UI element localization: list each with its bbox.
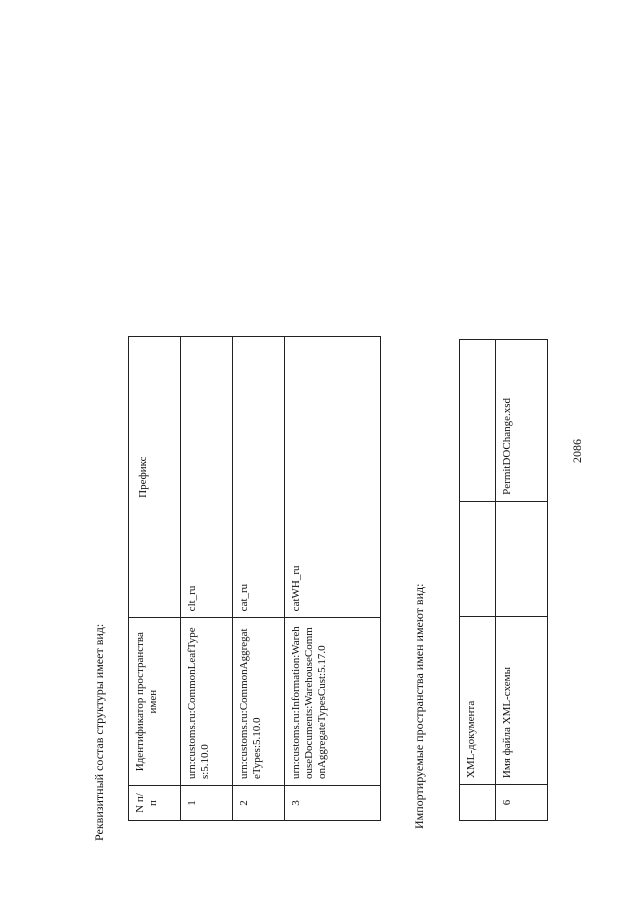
page-number: 2086 xyxy=(570,439,584,463)
namespace-prefix: clt_ru xyxy=(181,337,233,618)
empty-cell xyxy=(496,501,548,617)
namespace-id: urn:customs.ru:CommonLeafTypes:5.10.0 xyxy=(181,618,233,786)
row-value: PermitDOChange.xsd xyxy=(496,340,548,502)
row-name: XML-документа xyxy=(460,617,496,785)
namespace-id: urn:customs.ru:Information:WarehouseDocuments:WarehouseCommonAggregateTypesCust:5.17.0 xyxy=(285,618,381,786)
namespace-prefix: cat_ru xyxy=(233,337,285,618)
row-value xyxy=(460,340,496,502)
namespace-prefix: catWH_ru xyxy=(285,337,381,618)
structure-caption: Реквизитный состав структуры имеет вид: xyxy=(92,623,106,841)
row-number: 2 xyxy=(233,786,285,821)
row-name: Имя файла XML-схемы xyxy=(496,617,548,785)
header-id: Идентификатор пространства имен xyxy=(129,618,181,786)
table-row xyxy=(233,337,285,821)
namespaces-caption: Импортируемые пространства имен имеют вид: xyxy=(412,583,426,829)
table-row xyxy=(460,340,496,821)
empty-cell xyxy=(460,501,496,617)
row-number xyxy=(460,785,496,821)
row-number: 1 xyxy=(181,786,233,821)
row-number: 6 xyxy=(496,785,548,821)
table-row xyxy=(496,340,548,821)
table-row xyxy=(285,337,381,821)
table-row xyxy=(181,337,233,821)
namespaces-table xyxy=(128,336,381,821)
header-prefix: Префикс xyxy=(129,337,181,618)
row-number: 3 xyxy=(285,786,381,821)
namespace-id: urn:customs.ru:CommonAggregateTypes:5.10.0 xyxy=(233,618,285,786)
header-num: N п/п xyxy=(129,786,181,821)
schema-info-table xyxy=(459,339,548,821)
table-header-row xyxy=(129,337,181,821)
